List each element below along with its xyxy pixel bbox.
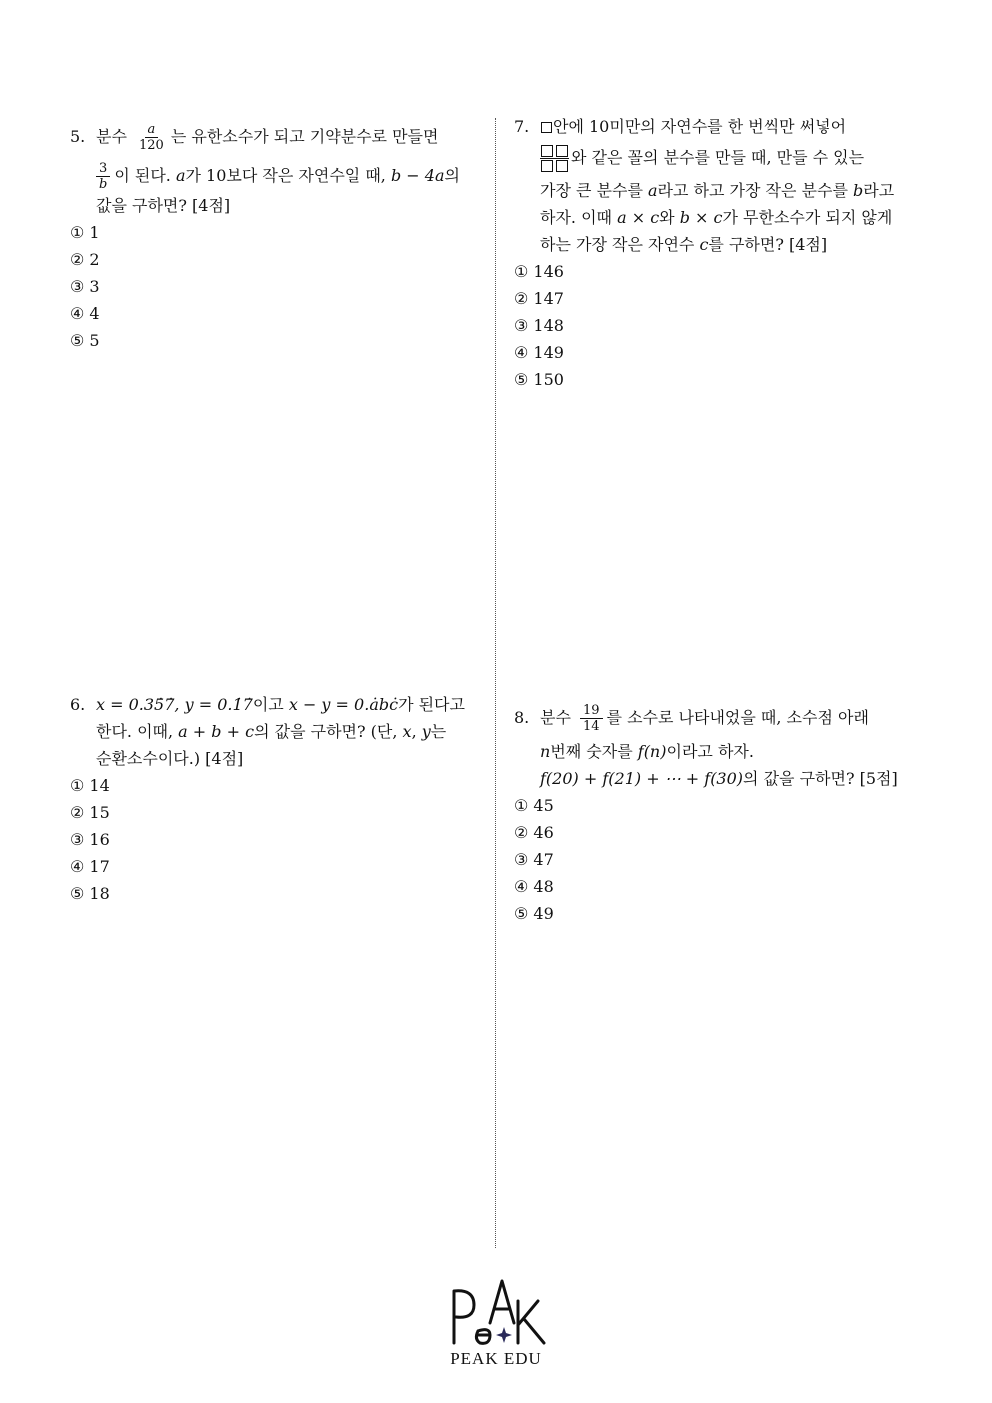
option-5[interactable]: ⑤ 49 (514, 904, 554, 923)
problem-7-line-4: 하자. 이때 a × c와 b × c가 무한소수가 되지 않게 (540, 208, 893, 227)
option-4[interactable]: ④ 48 (514, 877, 554, 896)
peak-logo (440, 1275, 552, 1375)
answer-options (514, 792, 898, 927)
problem-7-line-1: 7. 안에 10미만의 자연수를 한 번씩만 써넣어 (514, 113, 894, 140)
blank-box-icon (541, 122, 552, 133)
problem-number: 7. (514, 117, 530, 136)
answer-options (514, 258, 894, 393)
option-2[interactable]: ② 46 (514, 823, 554, 842)
problem-number: 6. (70, 695, 86, 714)
peak-logo-mark-icon (440, 1275, 552, 1347)
problem-8 (514, 703, 898, 927)
option-4[interactable]: ④ 4 (70, 304, 100, 323)
problem-7-line-3: 가장 큰 분수를 a라고 하고 가장 작은 분수를 b라고 (540, 181, 895, 200)
problem-7-line-5: 하는 가장 작은 자연수 c를 구하면? [4점] (540, 235, 828, 254)
answer-options (70, 772, 465, 907)
answer-options (70, 219, 460, 354)
option-1[interactable]: ① 45 (514, 796, 554, 815)
problem-7 (514, 113, 894, 393)
problem-5-line-1: 5. 분수 $\frac{a}{120}$ 는 유한소수가 되고 기약분수로 만들면 (70, 122, 439, 153)
column-divider (495, 118, 496, 1248)
problem-6 (70, 691, 465, 907)
option-2[interactable]: ② 2 (70, 250, 100, 269)
option-4[interactable]: ④ 149 (514, 343, 564, 362)
option-3[interactable]: ③ 16 (70, 830, 110, 849)
problem-8-line-2: n번째 숫자를 f(n)이라고 하자. (540, 742, 754, 761)
problem-7-line-2: 와 같은 꼴의 분수를 만들 때, 만들 수 있는 (514, 144, 894, 173)
option-1[interactable]: ① 14 (70, 776, 110, 795)
option-3[interactable]: ③ 47 (514, 850, 554, 869)
problem-5-line-3: 값을 구하면? [4점] (96, 196, 231, 215)
logo-text: PEAK EDU (450, 1349, 542, 1368)
problem-6-line-2: 한다. 이때, a + b + c의 값을 구하면? (단, x, y는 (96, 722, 447, 741)
problem-6-line-1: 6. x = 0.35̇7̇, y = 0.1̇7̇이고 x − y = 0.ȧbċ가 된다고 (70, 691, 465, 718)
problem-8-line-3: f(20) + f(21) + ⋯ + f(30)의 값을 구하면? [5점] (540, 769, 898, 788)
problem-6-line-3: 순환소수이다.) [4점] (96, 749, 244, 768)
option-2[interactable]: ② 15 (70, 803, 110, 822)
option-1[interactable]: ① 146 (514, 262, 564, 281)
option-5[interactable]: ⑤ 150 (514, 370, 564, 389)
box-fraction-icon (540, 144, 569, 173)
problem-number: 5. (70, 127, 86, 146)
problem-number: 8. (514, 708, 530, 727)
option-3[interactable]: ③ 148 (514, 316, 564, 335)
option-4[interactable]: ④ 17 (70, 857, 110, 876)
problem-5 (70, 122, 460, 354)
option-5[interactable]: ⑤ 5 (70, 331, 100, 350)
fraction-3-over-b: $\frac{3}{b}$ (96, 161, 110, 192)
fraction-19-over-14: $\frac{19}{14}$ (580, 703, 603, 734)
option-2[interactable]: ② 147 (514, 289, 564, 308)
option-5[interactable]: ⑤ 18 (70, 884, 110, 903)
fraction-a-over-120: $\frac{a}{120}$ (139, 122, 164, 153)
option-3[interactable]: ③ 3 (70, 277, 100, 296)
problem-8-line-1: 8. 분수 $\frac{19}{14}$ 를 소수로 나타내었을 때, 소수점 아래 (514, 703, 869, 734)
problem-5-line-2: $\frac{3}{b}$ 이 된다. a가 10보다 작은 자연수일 때, b − 4a의 (70, 161, 460, 192)
option-1[interactable]: ① 1 (70, 223, 100, 242)
